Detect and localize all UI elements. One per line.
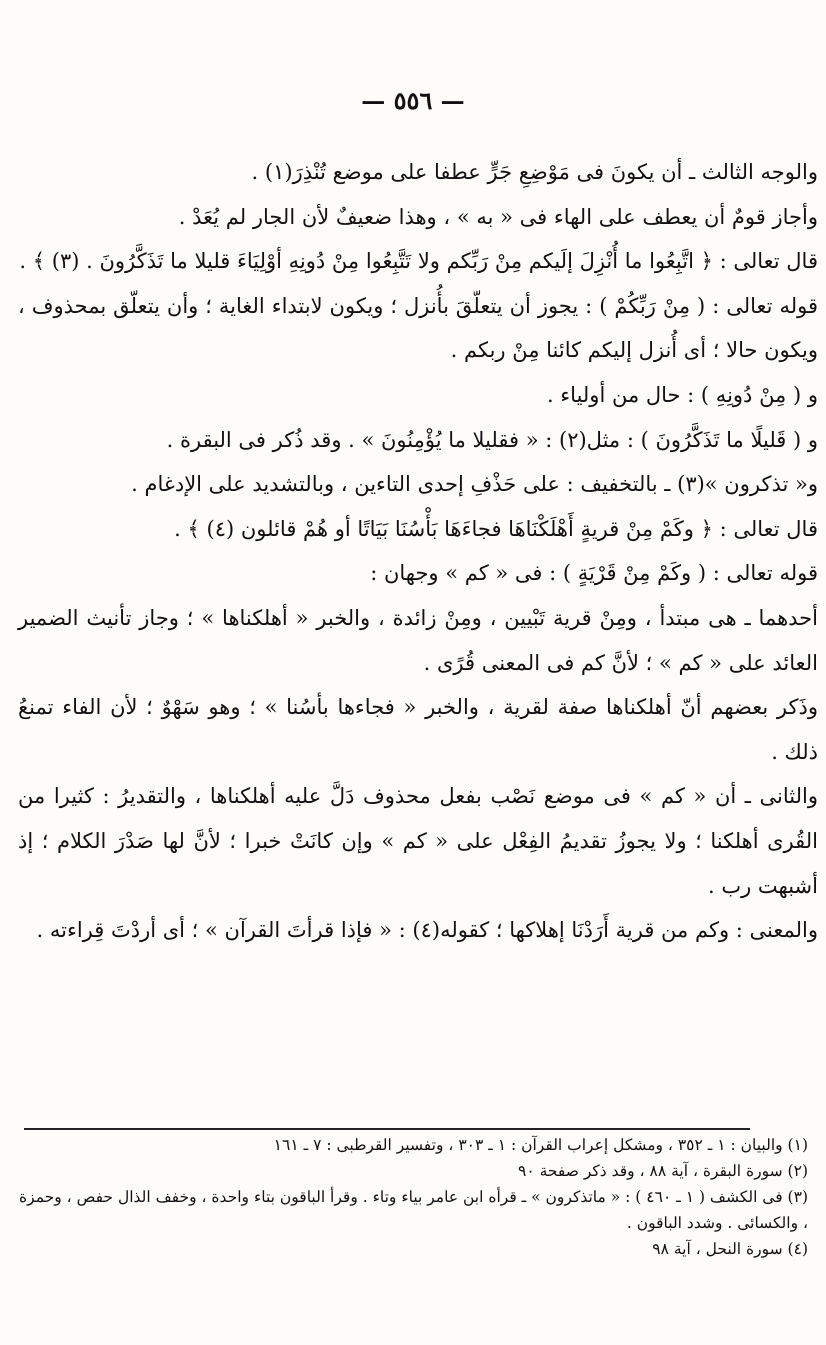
paragraph: والثانى ـ أن « كم » فى موضع نَصْب بفعل محذوف دَلَّ عليه أهلكناها ، والتقديرُ : كثيرا من القُرى أهلكنا ؛ ولا يجوزُ تقديمُ الفِعْل على « كم » وإن كانَتْ خبرا ؛ لأنَّ لها صَدْرَ الكلام ؛ إذ أشبهت رب . bbox=[18, 784, 818, 898]
footnotes bbox=[18, 1132, 808, 1262]
paragraph: و ( قَليلًا ما تَذَكَّرُونَ ) : مثل(٢) : « فقليلا ما يُؤْمِنُونَ » . وقد ذُكر فى البقرة . bbox=[166, 427, 818, 452]
paragraph: و« تذكرون »(٣) ـ بالتخفيف : على حَذْفِ إحدى التاءين ، وبالتشديد على الإدغام . bbox=[131, 472, 818, 497]
footnote-divider bbox=[24, 1128, 750, 1130]
paragraph: قال تعالى : ﴿ وكَمْ مِنْ قريةٍ أَهْلَكْنَاهَا فجاءَهَا بَأْسُنَا بَيَاتًا أو هُمْ قائلون (٤) ﴾ . bbox=[174, 516, 818, 541]
footnote: (٣) فى الكشف ( ١ ـ ٤٦٠ ) : « ماتذكرون » ـ قرأه ابن عامر بياء وتاء . وقرأ الباقون بتاء واحدة ، وخفف الذال حفص ، وحمزة ، والكسائى . وشدد الباقون . bbox=[19, 1188, 808, 1232]
footnote: (١) والبيان : ١ ـ ٣٥٢ ، ومشكل إعراب القرآن : ١ ـ ٣٠٣ ، وتفسير القرطبى : ٧ ـ ١٦١ bbox=[273, 1136, 808, 1154]
paragraph: والمعنى : وكم من قرية أَرَدْنَا إهلاكها ؛ كقوله(٤) : « فإذا قرأتَ القرآن » ؛ أى أردْتَ قِراءته . bbox=[36, 918, 818, 943]
paragraph: وذَكر بعضهم أنّ أهلكناها صفة لقرية ، والخبر « فجاءها بأسُنا » ؛ وهو سَهْوٌ ؛ لأن الفاء تمنعُ ذلك . bbox=[18, 695, 818, 764]
paragraph: قوله تعالى : ( وكَمْ مِنْ قَرْيَةٍ ) : فى « كم » وجهان : bbox=[370, 561, 818, 586]
paragraph: وأجاز قومٌ أن يعطف على الهاء فى « به » ، وهذا ضعيفٌ لأن الجار لم يُعَدْ . bbox=[178, 204, 818, 229]
page-number: — ٥٥٦ — bbox=[361, 86, 465, 115]
footnote: (٤) سورة النحل ، آية ٩٨ bbox=[652, 1240, 808, 1258]
paragraph: والوجه الثالث ـ أن يكونَ فى مَوْضِعِ جَرٍّ عطفا على موضع تُنْذِرَ(١) . bbox=[251, 160, 818, 184]
paragraph: أحدهما ـ هى مبتدأ ، ومِنْ قرية تَبْيين ، ومِنْ زائدة ، والخبر « أهلكناها » ؛ وجاز تأنيث الضمير العائد على « كم » ؛ لأنَّ كم فى المعنى قُرًى . bbox=[18, 605, 818, 675]
paragraph: قال تعالى : ﴿ اتَّبِعُوا ما أُنْزِلَ إلَيكم مِنْ رَبِّكم ولا تَتَّبِعُوا مِنْ دُونِهِ أوْلِيَاءَ قليلا ما تَذَكَّرُونَ . (٣) ﴾ . bbox=[19, 249, 818, 274]
footnote: (٢) سورة البقرة ، آية ٨٨ ، وقد ذكر صفحة ٩٠ bbox=[518, 1162, 808, 1180]
paragraph: و ( مِنْ دُونِهِ ) : حال من أولياء . bbox=[546, 382, 818, 407]
paragraph: قوله تعالى : ( مِنْ رَبِّكُمْ ) : يجوز أن يتعلّقَ بأُنزل ؛ ويكون لابتداء الغاية ؛ وأن يتعلّق بمحذوف ، ويكون حالا ؛ أى أُنزل إليكم كائنا مِنْ ربكم . bbox=[18, 293, 818, 363]
main-text bbox=[18, 150, 818, 953]
